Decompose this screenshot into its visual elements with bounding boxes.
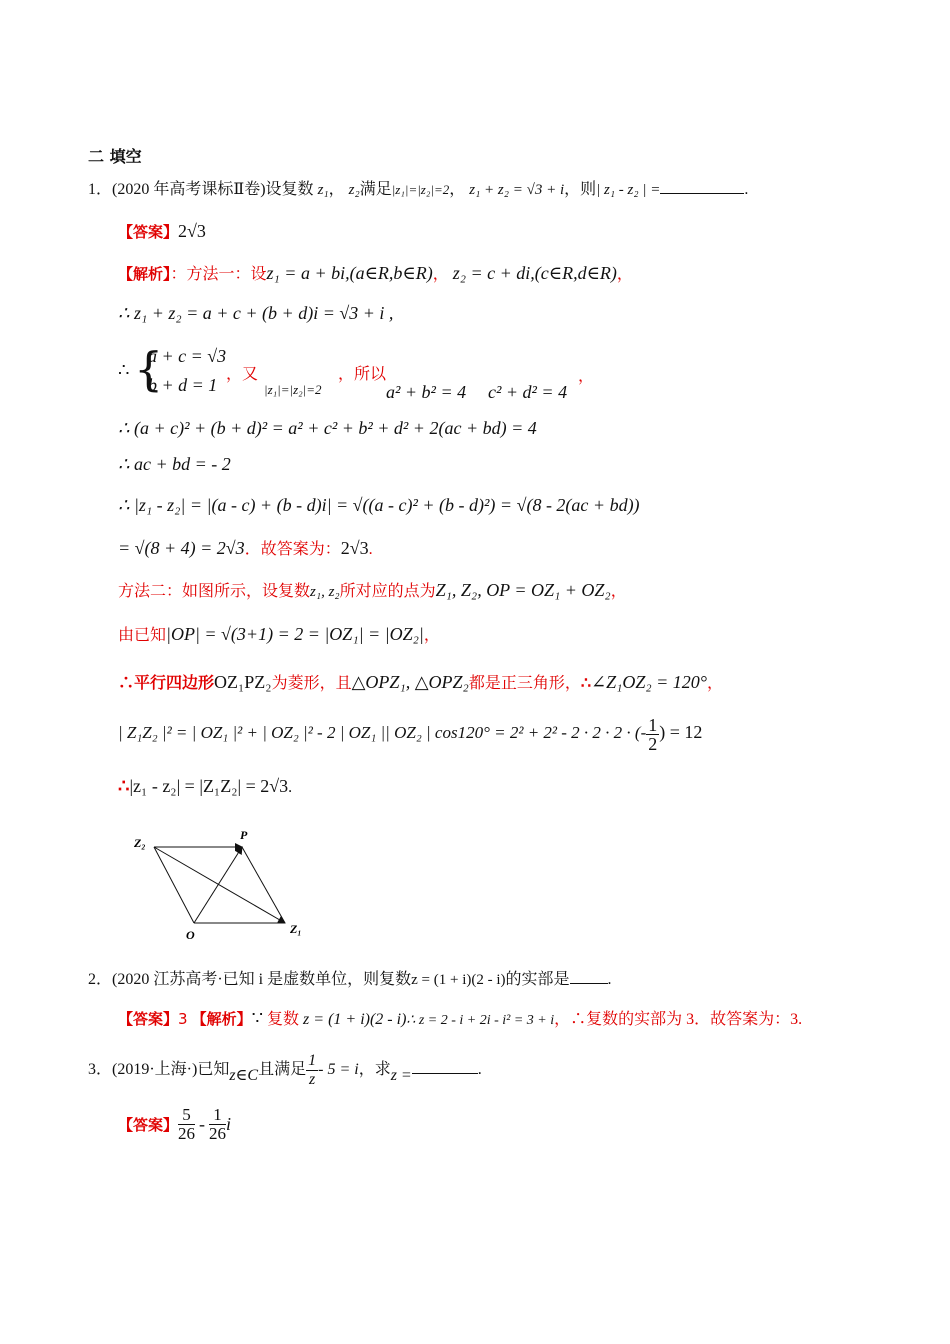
math-m1-z1: z₁ = a + bi,(a∈R,b∈R) — [266, 263, 433, 283]
text-conclusion: ，∴复数的实部为 3．故答案为：3. — [554, 1011, 803, 1028]
q1-method2-line2 — [118, 624, 440, 647]
text-parallelogram: ∴平行四边形 — [118, 675, 215, 692]
punct: . — [607, 971, 612, 988]
q2-answer — [118, 1007, 802, 1032]
left-brace: { — [134, 342, 164, 396]
answer-blank — [570, 967, 608, 984]
punct: ， — [328, 181, 345, 198]
math-result-answer: 2√3 — [340, 538, 369, 558]
text-result: ．故答案为： — [244, 541, 341, 558]
q1-method2-line5 — [118, 775, 292, 799]
question-text: ，求 — [358, 1061, 391, 1079]
question-number: 2． — [88, 971, 113, 988]
edge-PZ1 — [242, 847, 285, 923]
label-p: P — [240, 828, 248, 842]
system-row-2: b + d = 1 — [148, 375, 218, 395]
q1-line7 — [118, 538, 373, 561]
answer-label: 【答案】 — [118, 1116, 179, 1134]
text-complex: 复数 — [267, 1011, 300, 1028]
fraction-5-26 — [178, 1106, 195, 1143]
text-known: 由已知 — [118, 627, 167, 644]
math-cosine-law: | Z₁Z₂ |² = | OZ₁ |² + | OZ₂ |² - 2 | OZ₁ || OZ₂ | cos120° = 2² + 2² - 2 · 2 · 2 · (- — [118, 723, 647, 743]
fraction-numerator: 1 — [209, 1106, 226, 1125]
minus-sign: - — [199, 1114, 206, 1134]
punct: ， — [423, 627, 440, 644]
section-title: 二 填空 — [88, 147, 142, 166]
method1-intro: ：方法一：设 — [170, 266, 267, 283]
fraction-denominator: 26 — [209, 1124, 227, 1143]
question-text: 且满足 — [258, 1061, 307, 1079]
math-expr: z = (1 + i)(2 - i) — [411, 972, 506, 988]
system-row-1: a + c = √3 — [148, 346, 227, 366]
q1-method2-line1 — [118, 580, 627, 603]
label-z2: Z₂ — [134, 836, 146, 850]
q1-method2-line3 — [118, 672, 723, 695]
label-o: O — [186, 928, 195, 942]
math-i: i — [226, 1114, 232, 1134]
punct: ， — [706, 675, 723, 692]
therefore-symbol: ∴ — [580, 675, 592, 692]
q1-line4: ∴ (a + c)² + (b + d)² = a² + c² + b² + d² + 2(ac + bd) = 4 — [118, 418, 537, 438]
question-text: (2019·上海·)已知 — [112, 1061, 230, 1079]
fraction-half — [646, 716, 659, 753]
diagonal-OP — [194, 847, 242, 923]
math-m1-z2: z₂ = c + di,(c∈R,d∈R) — [452, 263, 617, 283]
math-OP-modulus: |OP| = √(3+1) = 2 = |OZ₁| = |OZ₂| — [166, 624, 424, 644]
question-2-stem — [88, 967, 612, 991]
analysis-label: 【解析】 — [118, 265, 171, 283]
question-1-stem — [88, 177, 748, 201]
answer-label: 【答案】 — [118, 1010, 179, 1028]
answer-value: 3 — [178, 1010, 188, 1028]
punct: . — [477, 1061, 482, 1079]
math-ask: | z₁ - z₂ | = — [596, 182, 661, 198]
math-z-in-C: z∈C — [229, 1067, 259, 1085]
fraction-denominator: 26 — [178, 1124, 196, 1143]
q1-line6: ∴ |z₁ - z₂| = |(a - c) + (b - d)i| = √((a - c)² + (b - d)²) = √(8 - 2(ac + bd)) — [118, 495, 640, 515]
math-cosine-result: ) = 12 — [659, 722, 703, 743]
label-z1: Z₁ — [290, 922, 302, 936]
text-rhombus: 为菱形，且 — [271, 675, 352, 692]
math-z1-z2: z₁, z₂ — [310, 584, 340, 600]
punct: ， — [610, 583, 627, 600]
text-then: ，则 — [564, 181, 597, 198]
q1-line5: ∴ ac + bd = - 2 — [118, 454, 231, 474]
text-suoyi: ，所以 — [338, 366, 387, 383]
answer-blank — [412, 1057, 478, 1074]
question-text: (2020 江苏高考·已知 i 是虚数单位，则复数 — [112, 971, 412, 988]
fraction-numerator: 5 — [178, 1106, 195, 1125]
answer-label: 【答案】 — [118, 223, 179, 241]
q1-method2-line4 — [118, 716, 702, 753]
question-number: 3． — [88, 1061, 113, 1079]
math-z-eq: z = — [390, 1067, 412, 1085]
punct: . — [744, 181, 749, 198]
fraction-1-over-z — [306, 1052, 318, 1089]
q1-line2: ∴ z₁ + z₂ = a + c + (b + d)i = √3 + i , — [118, 303, 394, 323]
punct: ， — [449, 181, 466, 198]
fraction-denominator: 2 — [648, 734, 658, 754]
therefore-symbol: ∴ — [118, 360, 130, 380]
q1-analysis-line1 — [118, 262, 633, 286]
question-3-stem — [88, 1052, 482, 1092]
math-sum: z₁ + z₂ = √3 + i — [469, 182, 565, 198]
rhombus-figure — [130, 825, 310, 945]
math-OP-vector: , OP = OZ₁ + OZ₂ — [477, 580, 611, 600]
punct: ， — [616, 266, 633, 283]
math-angle: ∠Z₁OZ₂ = 120° — [591, 672, 707, 692]
text-equilateral: 都是正三角形， — [468, 675, 581, 692]
math-equation: - 5 = i — [318, 1061, 359, 1079]
math-triangles: △OPZ₁, △OPZ₂ — [351, 672, 469, 692]
fraction-1-26 — [209, 1106, 226, 1143]
math-condition: |z₁|=|z₂|=2 — [391, 182, 450, 197]
punct: ， — [578, 368, 595, 385]
because-symbol: ∵ — [251, 1008, 264, 1028]
fraction-numerator: 1 — [308, 1052, 317, 1069]
q1-answer — [118, 221, 206, 242]
question-number: 1． — [88, 181, 113, 198]
analysis-label: 【解析】 — [191, 1010, 252, 1028]
punct: . — [368, 541, 373, 558]
fraction-denominator: z — [308, 1071, 316, 1088]
math-Z1-Z2: Z₁, Z₂ — [435, 580, 478, 600]
punct: ， — [432, 266, 449, 283]
math-expansion: ∴ z = 2 - i + 2i - i² = 3 + i — [406, 1013, 555, 1028]
text-you: ，又 — [226, 366, 259, 383]
math-z1: z₁ — [317, 182, 329, 198]
math-final: |z₁ - z₂| = |Z₁Z₂| = 2√3 — [129, 776, 289, 796]
cond-prefix: 满足 — [359, 181, 392, 198]
method2-intro: 方法二：如图所示，设复数 — [118, 583, 311, 600]
text-points: 所对应的点为 — [339, 583, 436, 600]
therefore-symbol: ∴ — [118, 776, 130, 796]
question-text: 的实部是 — [505, 971, 570, 988]
rhombus-diagram — [130, 825, 310, 945]
q3-answer — [118, 1106, 231, 1143]
math-expr: z = (1 + i)(2 - i) — [303, 1011, 407, 1028]
question-source: (2020 年高考课标Ⅱ卷)设复数 — [112, 181, 314, 198]
answer-blank — [660, 177, 744, 194]
math-result: = √(8 + 4) = 2√3 — [118, 538, 245, 558]
math-shape: OZ₁PZ₂ — [214, 672, 272, 692]
punct: . — [288, 779, 293, 796]
math-z2: z₂ — [348, 182, 360, 198]
math-eq2: c² + d² = 4 — [488, 382, 568, 402]
fraction-numerator: 1 — [648, 715, 658, 735]
math-eq1: a² + b² = 4 — [386, 382, 467, 402]
math-condition: |z₁|=|z₂|=2 — [264, 382, 322, 397]
answer-value: 2√3 — [178, 221, 206, 241]
